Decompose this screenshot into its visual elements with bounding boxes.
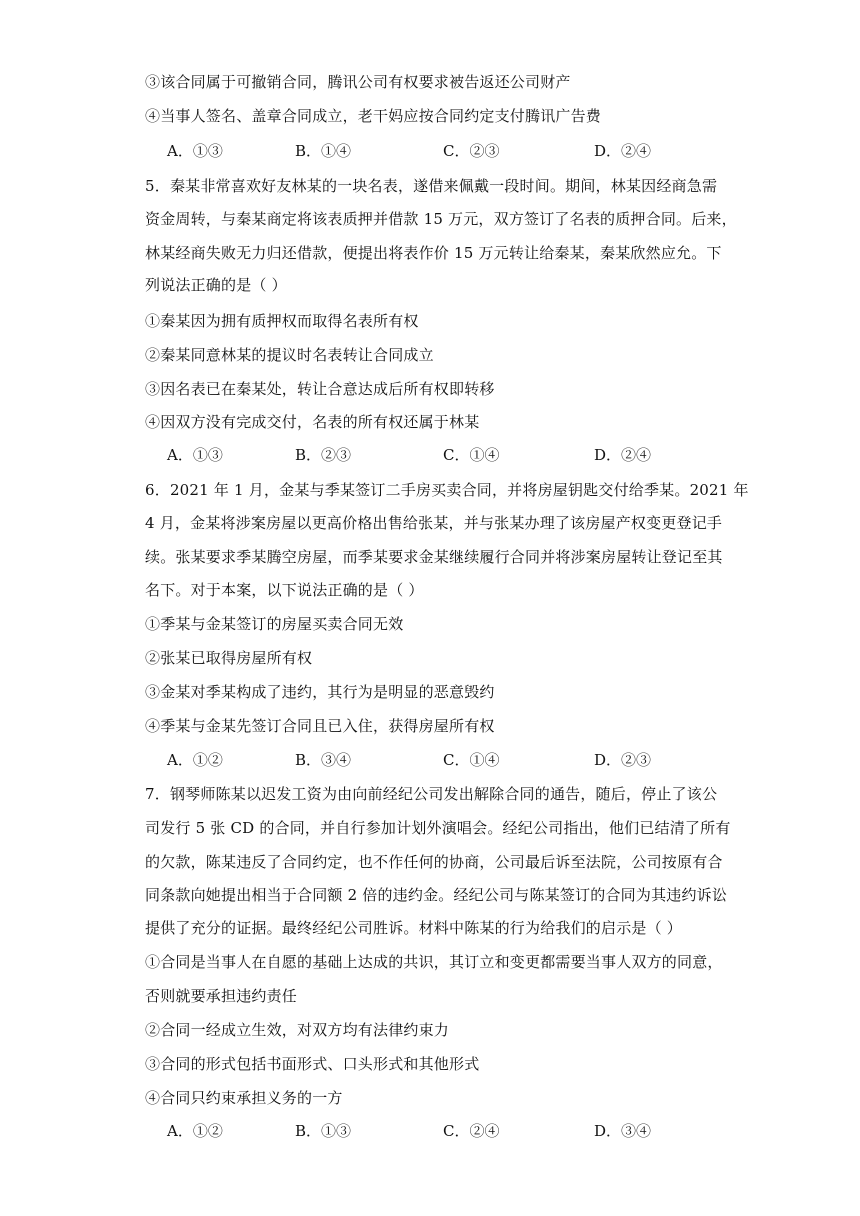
q4-option-d[interactable]: D．②④ <box>594 142 652 160</box>
q7-option-a[interactable]: A．①② <box>167 1122 223 1140</box>
q7-option-d[interactable]: D．③④ <box>594 1122 652 1140</box>
q5-option-b[interactable]: B．②③ <box>295 446 352 464</box>
q5-stem-line-3: 林某经商失败无力归还借款，便提出将表作价 15 万元转让给秦某，秦某欣然应允。下 <box>145 244 722 262</box>
q4-option-a[interactable]: A．①③ <box>167 142 223 160</box>
q4-option-c[interactable]: C．②③ <box>443 142 500 160</box>
q5-option-c[interactable]: C．①④ <box>443 446 500 464</box>
q6-stem-line-2: 4 月，金某将涉案房屋以更高价格出售给张某，并与张某办理了该房屋产权变更登记手 <box>145 514 723 532</box>
q7-stem-line-1: 7．钢琴师陈某以迟发工资为由向前经纪公司发出解除合同的通告，随后，停止了该公 <box>145 785 718 803</box>
q7-stem-line-3: 的欠款，陈某违反了合同约定，也不作任何的协商，公司最后诉至法院，公司按原有合 <box>145 853 723 871</box>
q7-item-1: ①合同是当事人在自愿的基础上达成的共识，其订立和变更都需要当事人双方的同意， <box>145 953 723 971</box>
q7-item-1-cont: 否则就要承担违约责任 <box>145 987 298 1005</box>
q5-item-1: ①秦某因为拥有质押权而取得名表所有权 <box>145 312 419 330</box>
q7-stem-line-2: 司发行 5 张 CD 的合同，并自行参加计划外演唱会。经纪公司指出，他们已结清了所有 <box>145 819 731 837</box>
q5-stem-line-1: 5．秦某非常喜欢好友林某的一块名表，遂借来佩戴一段时间。期间，林某因经商急需 <box>145 177 718 195</box>
q4-options <box>167 141 727 161</box>
q6-item-1: ①季某与金某签订的房屋买卖合同无效 <box>145 615 404 633</box>
q6-stem-line-1: 6．2021 年 1 月，金某与季某签订二手房买卖合同，并将房屋钥匙交付给季某。2021 年 <box>145 481 749 499</box>
q5-stem-line-4: 列说法正确的是（ ） <box>145 276 287 294</box>
q4-item-3: ③该合同属于可撤销合同，腾讯公司有权要求被告返还公司财产 <box>145 73 571 91</box>
q7-stem-line-5: 提供了充分的证据。最终经纪公司胜诉。材料中陈某的行为给我们的启示是（ ） <box>145 919 682 937</box>
q6-item-3: ③金某对季某构成了违约，其行为是明显的恶意毁约 <box>145 683 495 701</box>
q6-options <box>167 750 727 770</box>
q6-option-a[interactable]: A．①② <box>167 751 223 769</box>
q6-item-4: ④季某与金某先签订合同且已入住，获得房屋所有权 <box>145 717 495 735</box>
q5-item-4: ④因双方没有完成交付，名表的所有权还属于林某 <box>145 413 480 431</box>
q7-options <box>167 1121 727 1141</box>
q5-options <box>167 445 727 465</box>
q6-option-b[interactable]: B．③④ <box>295 751 352 769</box>
q6-stem-line-4: 名下。对于本案，以下说法正确的是（ ） <box>145 581 424 599</box>
q5-option-a[interactable]: A．①③ <box>167 446 223 464</box>
q6-option-d[interactable]: D．②③ <box>594 751 652 769</box>
q4-option-b[interactable]: B．①④ <box>295 142 352 160</box>
q7-option-c[interactable]: C．②④ <box>443 1122 500 1140</box>
q7-item-2: ②合同一经成立生效，对双方均有法律约束力 <box>145 1021 450 1039</box>
q6-option-c[interactable]: C．①④ <box>443 751 500 769</box>
q6-item-2: ②张某已取得房屋所有权 <box>145 649 313 667</box>
q7-item-4: ④合同只约束承担义务的一方 <box>145 1089 343 1107</box>
q5-stem-line-2: 资金周转，与秦某商定将该表质押并借款 15 万元，双方签订了名表的质押合同。后来， <box>145 210 737 228</box>
q5-item-2: ②秦某同意林某的提议时名表转让合同成立 <box>145 346 434 364</box>
q7-option-b[interactable]: B．①③ <box>295 1122 352 1140</box>
q7-item-3: ③合同的形式包括书面形式、口头形式和其他形式 <box>145 1055 480 1073</box>
q5-item-3: ③因名表已在秦某处，转让合意达成后所有权即转移 <box>145 380 495 398</box>
q6-stem-line-3: 续。张某要求季某腾空房屋，而季某要求金某继续履行合同并将涉案房屋转让登记至其 <box>145 548 723 566</box>
q5-option-d[interactable]: D．②④ <box>594 446 652 464</box>
q7-stem-line-4: 同条款向她提出相当于合同额 2 倍的违约金。经纪公司与陈某签订的合同为其违约诉讼 <box>145 886 728 904</box>
q4-item-4: ④当事人签名、盖章合同成立，老干妈应按合同约定支付腾讯广告费 <box>145 107 602 125</box>
